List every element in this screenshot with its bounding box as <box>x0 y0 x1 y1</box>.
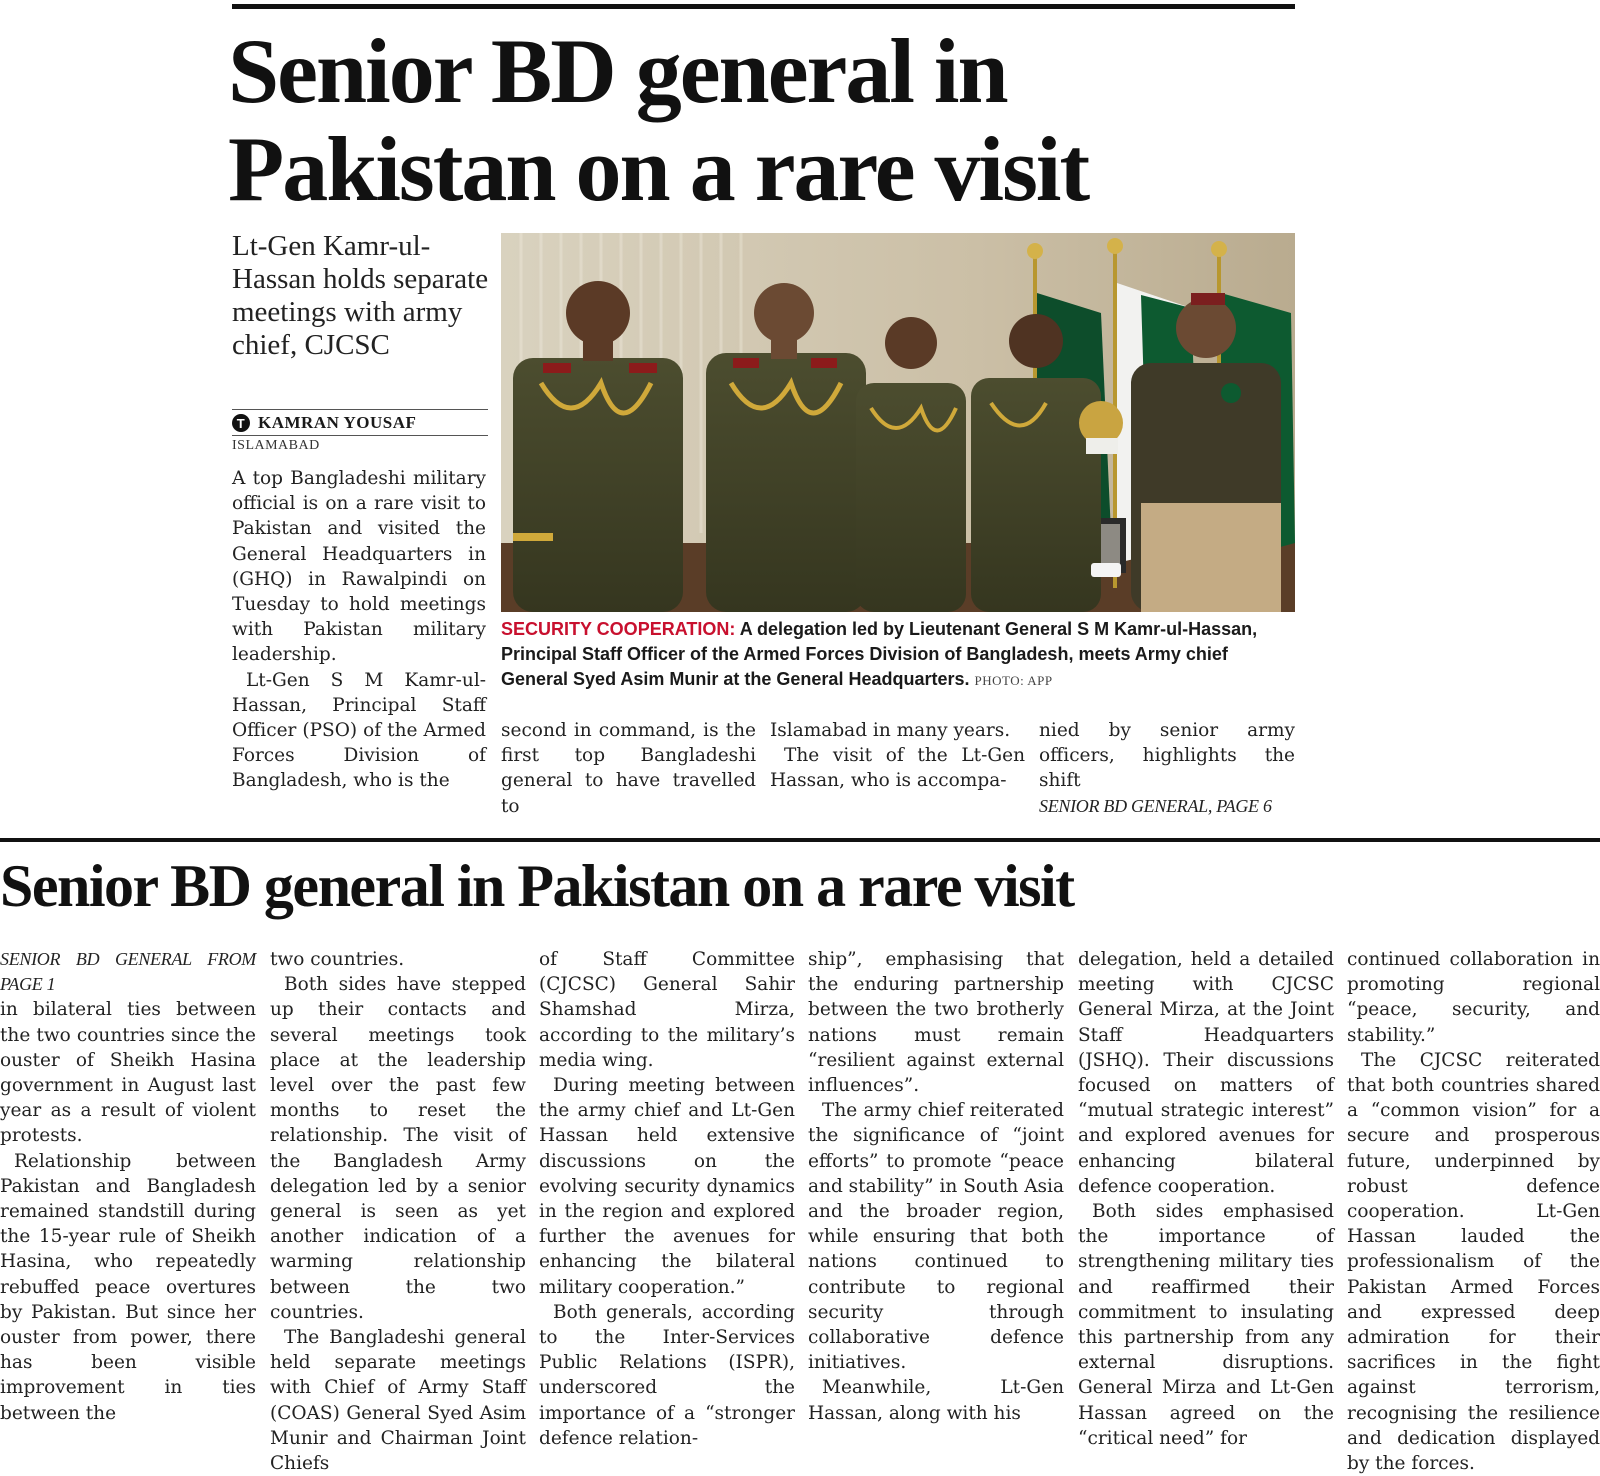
paragraph: two countries. <box>270 949 405 970</box>
subheadline: Lt-Gen Kamr-ul-Hassan holds separate meetings with army chief, CJCSC <box>232 230 489 361</box>
paragraph: Both sides have stepped up their contacts and several meetings took place at the leadership level over the past few months to reset the relationship. The visit of the Bangladesh Army delegation led by a senior general is seen as yet another indication of a warming relationship between the two countries. <box>270 974 526 1323</box>
byline-box <box>232 409 488 436</box>
photo-credit: PHOTO: APP <box>974 673 1053 688</box>
paragraph: nied by senior army officers, highlights the shift <box>1039 720 1295 792</box>
jump-line: SENIOR BD GENERAL, PAGE 6 <box>1039 795 1272 816</box>
paragraph: The visit of the Lt-Gen Hassan, who is accompa- <box>770 745 1025 792</box>
caption-label: SECURITY COOPERATION: <box>501 619 736 639</box>
author-name: KAMRAN YOUSAF <box>258 413 417 432</box>
delegation-photo-illustration <box>501 233 1295 612</box>
continuation-headline: Senior BD general in Pakistan on a rare visit <box>0 853 1074 919</box>
continuation-column-2 <box>270 947 526 1476</box>
photo-caption <box>501 617 1297 693</box>
paragraph: ship”, emphasising that the enduring partnership between the two brotherly nations must remain “resilient against external influences”. <box>808 949 1064 1097</box>
paragraph: delegation, held a detailed meeting with CJCSC General Mirza, at the Joint Staff Headquarters (JSHQ). Their discussions focused on matters of “mutual strategic interest” and explored avenues for enhancing bilateral defence cooperation. <box>1078 949 1334 1197</box>
paragraph: of Staff Committee (CJCSC) General Sahir Shamshad Mirza, according to the military’s media wing. <box>539 949 795 1071</box>
continuation-column-5 <box>1078 947 1334 1451</box>
top-rule <box>232 4 1295 9</box>
paragraph: Meanwhile, Lt-Gen Hassan, along with his <box>808 1377 1064 1424</box>
dateline: ISLAMABAD <box>232 438 320 453</box>
newspaper-logo-icon: T <box>232 414 250 432</box>
news-photo <box>501 233 1295 612</box>
paragraph: The Bangladeshi general held separate meetings with Chief of Army Staff (COAS) General Syed Asim Munir and Chairman Joint Chiefs <box>270 1327 526 1475</box>
paragraph: continued collaboration in promoting regional “peace, security, and stability.” <box>1347 949 1600 1046</box>
caption-text: A delegation led by Lieutenant General S M Kamr-ul-Hassan, Principal Staff Officer of the Armed Forces Division of Bangladesh, meets Army chief General Syed Asim Munir at the General Headquarters. <box>501 619 1258 689</box>
paragraph: Both sides emphasised the importance of strengthening military ties and reaffirmed their commitment to insulating this partnership from any external disruptions. General Mirza and Lt-Gen Hassan agreed on the “critical need” for <box>1078 1201 1334 1449</box>
jump-from-line: SENIOR BD GENERAL FROM PAGE 1 <box>0 949 256 995</box>
continuation-column-6 <box>1347 947 1600 1476</box>
headline: Senior BD general in Pakistan on a rare visit <box>228 20 1089 220</box>
paragraph: Both generals, according to the Inter-Services Public Relations (ISPR), underscored the importance of a “stronger defence relation- <box>539 1301 795 1449</box>
byline <box>232 413 488 433</box>
continuation-column-3 <box>539 947 795 1451</box>
story-column-1 <box>232 466 486 794</box>
continuation-column-1 <box>0 947 256 1426</box>
continuation-column-4 <box>808 947 1064 1426</box>
paragraph: The CJCSC reiterated that both countries shared a “common vision” for a secure and prosperous future, underpinned by robust defence cooperation. Lt-Gen Hassan lauded the professionalism of the Pakistan Armed Forces and expressed deep admiration for their sacrifices in the fight against terrorism, recognising the resilience and dedication displayed by the forces. <box>1347 1049 1600 1475</box>
story-column-4 <box>1039 718 1295 819</box>
paragraph: During meeting between the army chief and Lt-Gen Hassan held extensive discussions on the evolving security dynamics in the region and explored further the avenues for enhancing the bilateral military cooperation.” <box>539 1075 795 1298</box>
section-rule <box>0 838 1600 842</box>
paragraph: Relationship between Pakistan and Bangladesh remained standstill during the 15-year rule of Sheikh Hasina, who repeatedly rebuffed peace overtures by Pakistan. But since her ouster from power, there has been visible improvement in ties between the <box>0 1150 256 1424</box>
paragraph: second in command, is the first top Bangladeshi general to have travelled to <box>501 720 756 817</box>
story-column-2 <box>501 718 756 819</box>
paragraph: A top Bangladeshi military official is on a rare visit to Pakistan and visited the General Headquarters in (GHQ) in Rawalpindi on Tuesday to hold meetings with Pakistan military leadership. <box>232 468 486 666</box>
paragraph: in bilateral ties between the two countries since the ouster of Sheikh Hasina government in August last year as a result of violent protests. <box>0 999 256 1147</box>
paragraph: Islamabad in many years. <box>770 720 1011 741</box>
paragraph: The army chief reiterated the significance of “joint efforts” to promote “peace and stability” in South Asia and the broader region, while ensuring that both nations continued to contribute to regional security through collaborative defence initiatives. <box>808 1100 1064 1374</box>
story-column-3 <box>770 718 1025 794</box>
paragraph: Lt-Gen S M Kamr-ul-Hassan, Principal Staff Officer (PSO) of the Armed Forces Division of Bangladesh, who is the <box>232 669 486 792</box>
